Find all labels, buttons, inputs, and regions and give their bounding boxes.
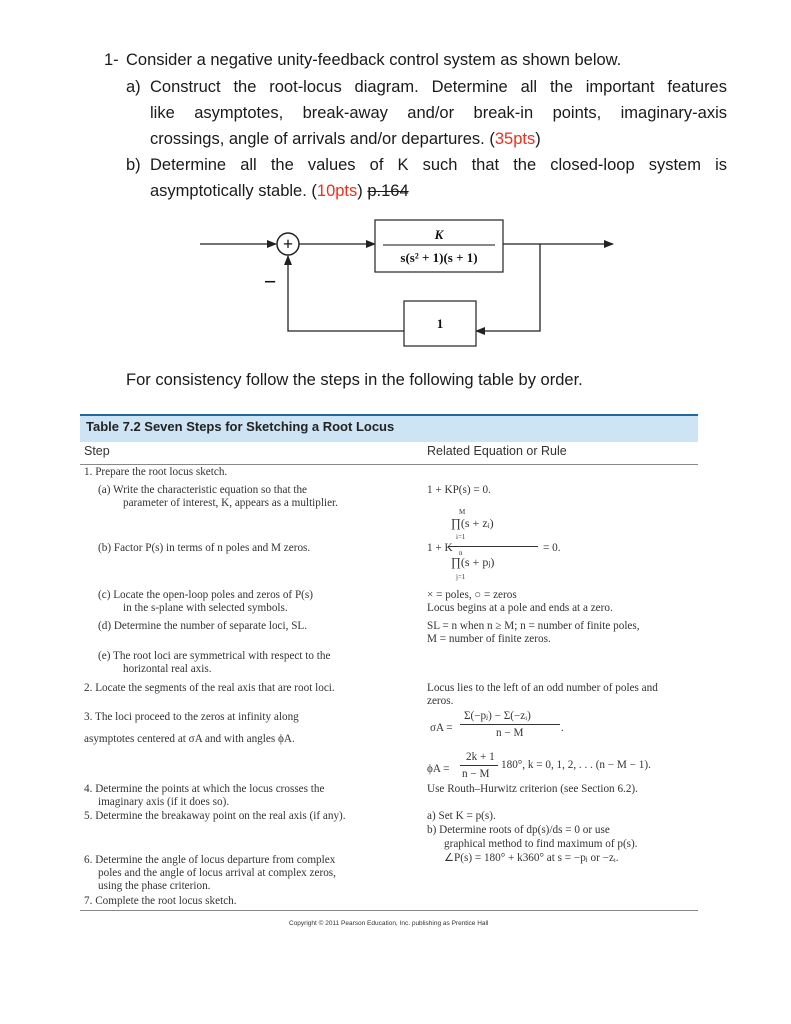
- rule-3-phi-bar: [460, 765, 498, 766]
- step-7: 7. Complete the root locus sketch.: [84, 895, 237, 907]
- step-1c-line1: (c) Locate the open-loop poles and zeros of P(s): [98, 589, 313, 601]
- instruction-text: For consistency follow the steps in the following table by order.: [126, 371, 583, 389]
- plus-sign: +: [282, 234, 294, 254]
- part-b-line1: Determine all the values of K such that the closed-loop system is: [150, 156, 727, 174]
- table-title-bar: [80, 414, 698, 442]
- question-number: 1-: [104, 51, 119, 69]
- rule-1c-line2: Locus begins at a pole and ends at a zero.: [427, 602, 613, 614]
- rule-1b-numerator: ∏(s + zᵢ): [451, 516, 494, 530]
- step-6-line1: 6. Determine the angle of locus departure from complex: [84, 854, 336, 866]
- rule-3-phi-denominator: n − M: [462, 768, 490, 780]
- part-a-line2: like asymptotes, break-away and/or break-in points, imaginary-axis: [150, 104, 727, 122]
- part-a-label: a): [126, 78, 141, 96]
- rule-3-numerator: Σ(−pⱼ) − Σ(−zᵢ): [464, 710, 531, 722]
- step-4-line2: imaginary axis (if it does so).: [98, 796, 230, 808]
- table-title: Table 7.2 Seven Steps for Sketching a Root Locus: [86, 419, 395, 434]
- block-diagram: [0, 0, 791, 370]
- step-3-line1: 3. The loci proceed to the zeros at infinity along: [84, 711, 299, 723]
- rule-1b-lower-limit-i: i=1: [456, 533, 466, 541]
- rule-5-line2: b) Determine roots of dp(s)/ds = 0 or use: [427, 824, 610, 836]
- table-bottom-rule: [80, 910, 698, 911]
- copyright-notice: Copyright © 2011 Pearson Education, Inc. publishing as Prentice Hall: [289, 920, 489, 927]
- rule-1d-line1: SL = n when n ≥ M; n = number of finite poles,: [427, 620, 640, 632]
- step-1b: (b) Factor P(s) in terms of n poles and M zeros.: [98, 542, 311, 554]
- rule-1b-tail: = 0.: [543, 542, 561, 554]
- part-a-close: ): [535, 130, 541, 148]
- rule-3-phi-tail: 180°, k = 0, 1, 2, . . . (n − M − 1).: [501, 759, 651, 771]
- rule-2-line2: zeros.: [427, 695, 454, 707]
- rule-1b-denominator: ∏(s + pⱼ): [451, 555, 495, 569]
- part-b-points: 10pts: [316, 182, 358, 200]
- step-1: 1. Prepare the root locus sketch.: [84, 466, 228, 478]
- part-b-struck-ref: p.164: [367, 182, 409, 200]
- forward-numerator: K: [434, 227, 444, 242]
- feedback-gain: 1: [436, 316, 444, 331]
- rule-1b-upper-limit: M: [459, 508, 466, 516]
- rule-3-denominator: n − M: [496, 727, 524, 739]
- rule-1a: 1 + KP(s) = 0.: [427, 484, 491, 496]
- rule-3-phi-numerator: 2k + 1: [466, 751, 495, 763]
- rule-3-fraction-bar: [460, 724, 560, 725]
- rule-1c-line1: × = poles, ○ = zeros: [427, 589, 517, 601]
- question-intro: Consider a negative unity-feedback control system as shown below.: [126, 51, 622, 69]
- step-5: 5. Determine the breakaway point on the real axis (if any).: [84, 810, 346, 822]
- rule-6: ∠P(s) = 180° + k360° at s = −pⱼ or −zᵢ.: [444, 852, 619, 864]
- step-4-line1: 4. Determine the points at which the locus crosses the: [84, 783, 325, 795]
- step-2: 2. Locate the segments of the real axis that are root loci.: [84, 682, 335, 694]
- step-1e-line2: horizontal real axis.: [123, 663, 212, 675]
- part-a-line1: Construct the root-locus diagram. Determine all the important features: [150, 78, 727, 96]
- rule-1b-lead: 1 + K: [427, 542, 453, 554]
- step-1a-line2: parameter of interest, K, appears as a multiplier.: [123, 497, 338, 509]
- part-b-line2: asymptotically stable. (: [150, 182, 317, 200]
- step-1e-line1: (e) The root loci are symmetrical with respect to the: [98, 650, 331, 662]
- step-3-line2: asymptotes centered at σA and with angles ϕA.: [84, 733, 295, 745]
- rule-4: Use Routh–Hurwitz criterion (see Section 6.2).: [427, 783, 638, 795]
- root-locus-table: [80, 414, 698, 912]
- rule-1b-upper-limit-n: n: [459, 549, 463, 557]
- part-a-line3: crossings, angle of arrivals and/or departures. (: [150, 130, 495, 148]
- column-rule: Related Equation or Rule: [427, 444, 567, 458]
- rule-2-line1: Locus lies to the left of an odd number of poles and: [427, 682, 658, 694]
- part-a-points: 35pts: [494, 130, 536, 148]
- part-b-close: ): [357, 182, 363, 200]
- rule-3-sigma: σA =: [430, 722, 453, 734]
- part-b-label: b): [126, 156, 141, 174]
- table-column-headers: [80, 442, 698, 465]
- step-6-line2: poles and the angle of locus arrival at complex zeros,: [98, 867, 336, 879]
- step-1d: (d) Determine the number of separate loci, SL.: [98, 620, 308, 632]
- rule-1b-lower-limit-j: j=1: [456, 573, 466, 581]
- column-step: Step: [84, 444, 110, 458]
- step-1a-line1: (a) Write the characteristic equation so that the: [98, 484, 308, 496]
- forward-denominator: s(s² + 1)(s + 1): [400, 250, 478, 265]
- rule-5-line1: a) Set K = p(s).: [427, 810, 496, 822]
- step-1c-line2: in the s-plane with selected symbols.: [123, 602, 288, 614]
- rule-3-period: .: [561, 722, 564, 734]
- minus-sign: −: [263, 269, 277, 294]
- rule-1d-line2: M = number of finite zeros.: [427, 633, 551, 645]
- step-6-line3: using the phase criterion.: [98, 880, 211, 892]
- rule-5-line3: graphical method to find maximum of p(s).: [444, 838, 638, 850]
- rule-3-phi: ϕA =: [427, 763, 450, 775]
